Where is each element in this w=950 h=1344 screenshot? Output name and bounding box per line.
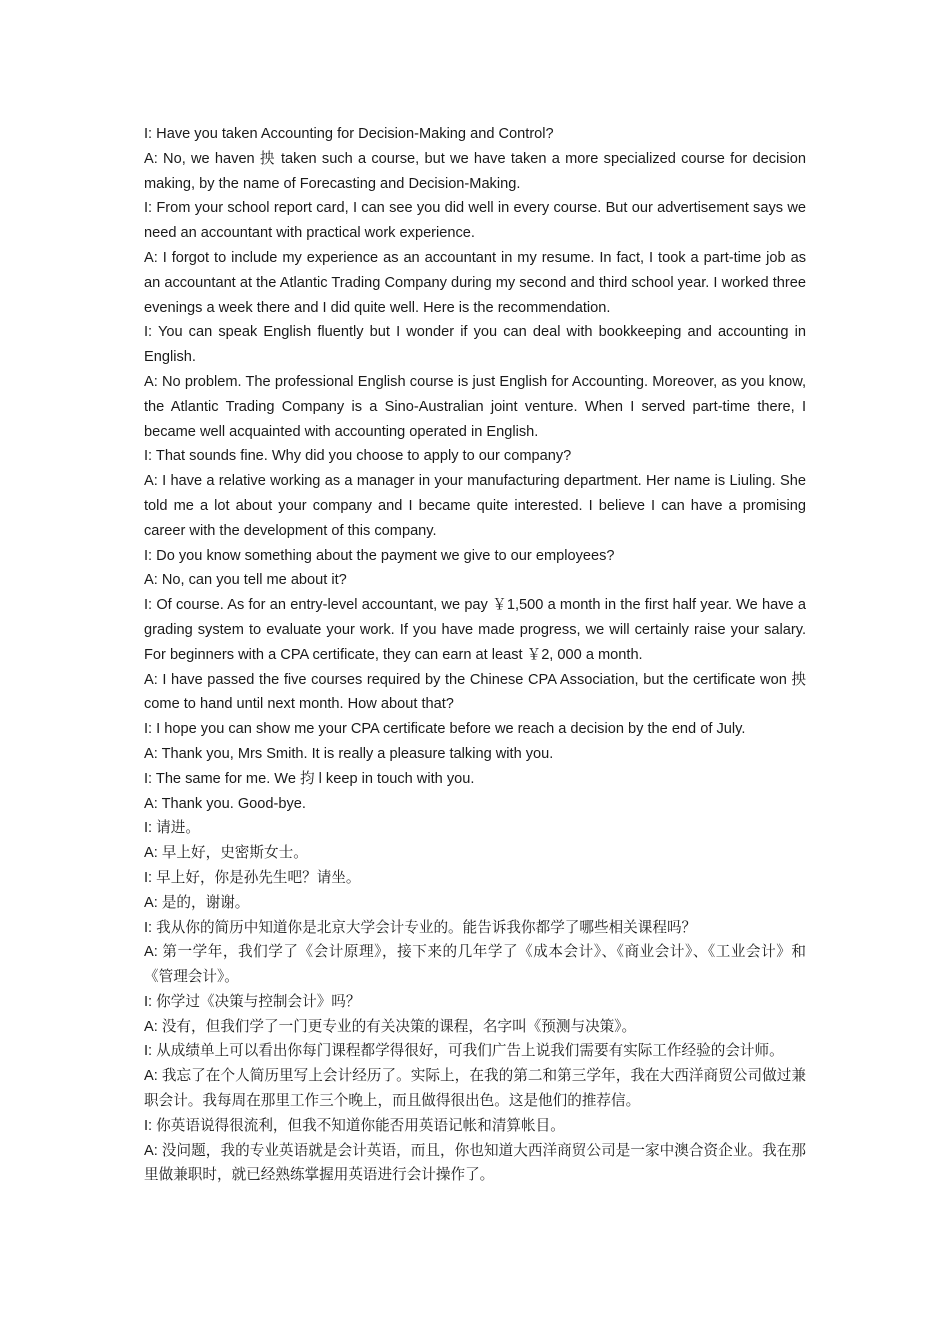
dialogue-line: I: You can speak English fluently but I wonder if you can deal with bookkeeping and accounting in English. <box>144 324 806 366</box>
dialogue-line: I: 你学过《决策与控制会计》吗？ <box>144 993 361 1010</box>
dialogue-line: I: That sounds fine. Why did you choose to apply to our company? <box>144 448 572 465</box>
dialogue-line: I: Of course. As for an entry-level accountant, we pay ￥1,500 a month in the first half year. We have a grading system to evaluate your work. If you have made progress, we will certainly raise your salary. For beginners with a CPA certificate, they can earn at least ￥2, 000 a month. <box>144 597 806 663</box>
dialogue-line: A: 没问题，我的专业英语就是会计英语，而且，你也知道大西洋商贸公司是一家中澳合资企业。我在那里做兼职时，就已经熟练掌握用英语进行会计操作了。 <box>144 1142 806 1184</box>
dialogue-line: A: No, can you tell me about it? <box>144 572 347 589</box>
dialogue-line: I: From your school report card, I can see you did well in every course. But our advertisement says we need an accountant with practical work experience. <box>144 200 806 242</box>
dialogue-line: I: Have you taken Accounting for Decision-Making and Control? <box>144 126 554 142</box>
dialogue-line: I: 请进。 <box>144 820 200 837</box>
dialogue-line: A: I have a relative working as a manager in your manufacturing department. Her name is Liuling. She told me a lot about your company and I became quite interested. I believe I can have a promising career with the development of this company. <box>144 473 806 539</box>
dialogue-line: A: 早上好，史密斯女士。 <box>144 845 308 862</box>
dialogue-line: I: 你英语说得很流利，但我不知道你能否用英语记帐和清算帐目。 <box>144 1117 565 1134</box>
dialogue-line: A: Thank you, Mrs Smith. It is really a pleasure talking with you. <box>144 745 554 762</box>
dialogue-line: I: 从成绩单上可以看出你每门课程都学得很好，可我们广告上说我们需要有实际工作经验的会计师。 <box>144 1043 784 1060</box>
dialogue-line: A: 是的，谢谢。 <box>144 894 250 911</box>
dialogue-line: A: 我忘了在个人简历里写上会计经历了。实际上，在我的第二和第三学年，我在大西洋商贸公司做过兼职会计。我每周在那里工作三个晚上，而且做得很出色。这是他们的推荐信。 <box>144 1068 806 1110</box>
dialogue-line: I: 我从你的简历中知道你是北京大学会计专业的。能告诉我你都学了哪些相关课程吗？ <box>144 919 697 936</box>
dialogue-line: I: 早上好，你是孙先生吧？请坐。 <box>144 869 361 886</box>
dialogue-line: A: I have passed the five courses required by the Chinese CPA Association, but the certificate won 抰 come to hand until next month. How about that? <box>144 671 806 713</box>
dialogue-line: I: I hope you can show me your CPA certificate before we reach a decision by the end of July. <box>144 721 746 738</box>
dialogue-line: I: Do you know something about the payment we give to our employees? <box>144 547 615 564</box>
dialogue-line: A: Thank you. Good-bye. <box>144 795 306 812</box>
dialogue-line: A: No, we haven 抰 taken such a course, but we have taken a more specialized course for decision making, by the name of Forecasting and Decision-Making. <box>144 150 806 192</box>
dialogue-line: A: I forgot to include my experience as an accountant in my resume. In fact, I took a part-time job as an accountant at the Atlantic Trading Company during my second and third school year. I worked three evenings a week there and I did quite well. Here is the recommendation. <box>144 249 806 316</box>
dialogue-line: I: The same for me. We 抣 l keep in touch with you. <box>144 770 475 787</box>
dialogue-line: A: 第一学年，我们学了《会计原理》，接下来的几年学了《成本会计》、《商业会计》、《工业会计》和《管理会计》。 <box>144 944 806 986</box>
document-body <box>144 122 806 1188</box>
dialogue-line: A: 没有，但我们学了一门更专业的有关决策的课程，名字叫《预测与决策》。 <box>144 1018 637 1035</box>
dialogue-line: A: No problem. The professional English course is just English for Accounting. Moreover, as you know, the Atlantic Trading Company is a Sino-Australian joint venture. When I served part-time there, I became well acquainted with accounting operated in English. <box>144 373 806 440</box>
